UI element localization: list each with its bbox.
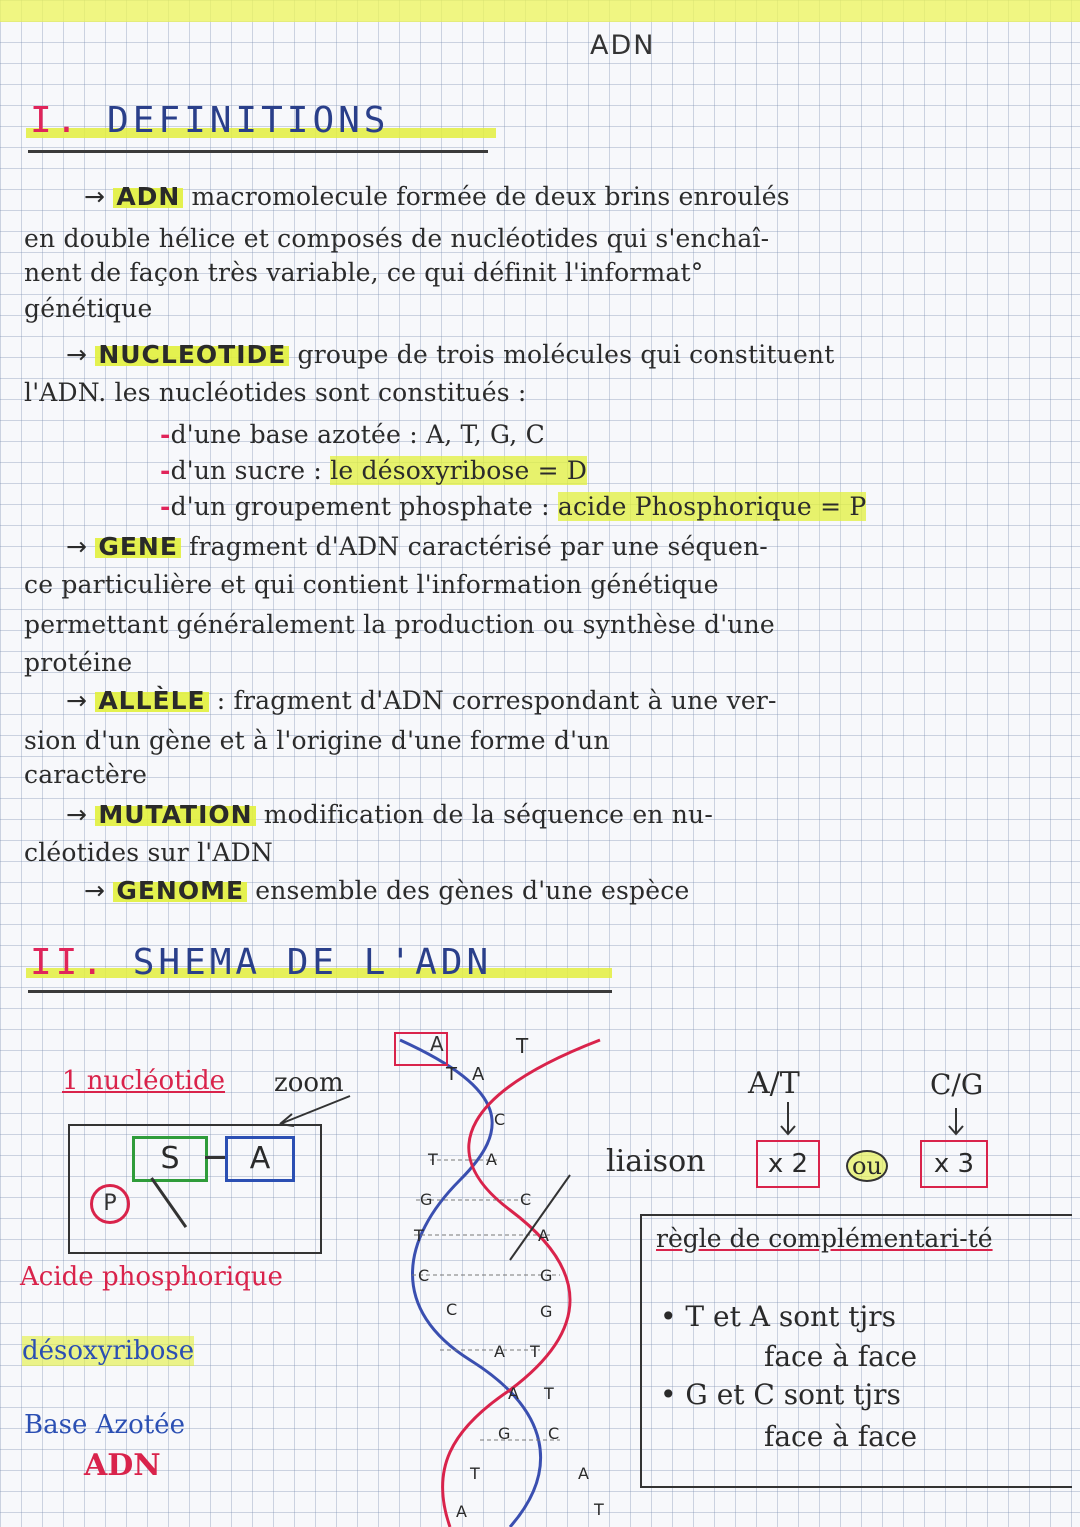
- nucleotide-text-1: groupe de trois molécules qui constituent: [297, 340, 835, 369]
- rule2b: face à face: [764, 1420, 918, 1453]
- rule1a-text: T et A sont tjrs: [685, 1300, 896, 1333]
- section1-title: DEFINITIONS: [107, 100, 390, 141]
- helix-letter-2: T: [446, 1064, 457, 1085]
- helix-letter-8: C: [520, 1190, 532, 1209]
- helix-letter-4: C: [494, 1110, 506, 1129]
- section1-roman: I.: [30, 100, 82, 141]
- helix-letter-10: A: [538, 1226, 549, 1245]
- def-adn-line3: nent de façon très variable, ce qui définit l'informat°: [24, 258, 704, 287]
- helix-letter-13: C: [446, 1300, 458, 1319]
- term-genome: GENOME: [113, 876, 247, 905]
- helix-letter-0: A: [430, 1032, 444, 1056]
- base-letter: A: [249, 1141, 271, 1176]
- item1-label: d'une base azotée :: [170, 420, 418, 449]
- helix-letter-7: G: [420, 1190, 433, 1209]
- def-gene-line4: protéine: [24, 648, 133, 677]
- term-nucleotide: NUCLEOTIDE: [95, 340, 289, 369]
- section1-underline: [28, 150, 488, 153]
- term-allele: ALLÈLE: [95, 686, 208, 715]
- ou-label: ou: [846, 1150, 888, 1182]
- legend-desoxy: désoxyribose: [22, 1336, 195, 1366]
- helix-letter-15: A: [494, 1342, 505, 1361]
- sugar-letter: S: [160, 1141, 180, 1176]
- helix-letter-16: T: [530, 1342, 540, 1361]
- helix-letter-5: T: [428, 1150, 438, 1169]
- helix-letter-9: T: [414, 1226, 424, 1245]
- helix-letter-18: T: [544, 1384, 554, 1403]
- pair-cg: C/G: [930, 1068, 984, 1101]
- legend-base2: ADN: [84, 1448, 161, 1483]
- arrow-down-icon-2: [946, 1106, 966, 1140]
- section2-heading: [30, 942, 492, 983]
- item2-value: le désoxyribose = D: [330, 456, 588, 485]
- def-allele-line2: sion d'un gène et à l'origine d'une forme d'un: [24, 726, 610, 755]
- helix-letter-6: A: [486, 1150, 497, 1169]
- def-genome-line1: → GENOME ensemble des gènes d'une espèce: [84, 876, 690, 905]
- def-nucleotide-line1: → NUCLEOTIDE groupe de trois molécules qui constituent: [66, 340, 835, 369]
- term-gene: GENE: [95, 532, 181, 561]
- helix-letter-14: G: [540, 1302, 553, 1321]
- section2-title: SHEMA DE L'ADN: [132, 942, 493, 983]
- item3-value: acide Phosphorique = P: [557, 492, 867, 521]
- helix-letter-11: C: [418, 1266, 430, 1285]
- page-title: ADN: [590, 30, 656, 61]
- helix-letter-22: A: [578, 1464, 589, 1483]
- rule1b: face à face: [764, 1340, 918, 1373]
- def-gene-line3: permettant généralement la production ou synthèse d'une: [24, 610, 775, 639]
- top-highlight: [0, 0, 1080, 22]
- helix-letter-17: A: [508, 1384, 519, 1403]
- rule2a-text: G et C sont tjrs: [685, 1378, 901, 1411]
- zoom-label: zoom: [274, 1068, 344, 1098]
- adn-text-1: macromolecule formée de deux brins enroulés: [191, 182, 790, 211]
- helix-letter-12: G: [540, 1266, 553, 1285]
- sugar-base-link: [205, 1156, 225, 1159]
- def-adn-line1: → ADN macromolecule formée de deux brins enroulés: [84, 182, 790, 211]
- item3-label: d'un groupement phosphate :: [170, 492, 550, 521]
- section1-heading: [30, 100, 389, 141]
- helix-strand-red: [443, 1040, 601, 1527]
- item1-value: A, T, G, C: [425, 420, 545, 449]
- def-gene-line2: ce particulière et qui contient l'information génétique: [24, 570, 719, 599]
- def-nucleotide-line2: l'ADN. les nucléotides sont constitués :: [24, 378, 527, 407]
- def-allele-line1: → ALLÈLE : fragment d'ADN correspondant à une ver-: [66, 686, 777, 715]
- def-adn-line2: en double hélice et composés de nucléotides qui s'enchaî-: [24, 224, 770, 253]
- section2-roman: II.: [30, 942, 108, 983]
- legend-acide: Acide phosphorique: [20, 1262, 283, 1292]
- helix-letter-21: T: [470, 1464, 480, 1483]
- helix-letter-1: T: [516, 1034, 529, 1058]
- def-nucleotide-item3: -d'un groupement phosphate : acide Phosphorique = P: [160, 492, 867, 521]
- item2-label: d'un sucre :: [170, 456, 323, 485]
- genome-text-1: ensemble des gènes d'une espèce: [255, 876, 690, 905]
- def-adn-line4: génétique: [24, 294, 153, 323]
- sugar-box: [132, 1136, 208, 1182]
- legend-base1: Base Azotée: [24, 1410, 185, 1440]
- def-mutation-line1: → MUTATION modification de la séquence en nu-: [66, 800, 714, 829]
- section2-underline: [28, 990, 612, 993]
- def-allele-line3: caractère: [24, 760, 148, 789]
- helix-letter-24: T: [594, 1500, 604, 1519]
- helix-letter-23: A: [456, 1502, 467, 1521]
- x2-box: x 2: [756, 1140, 820, 1188]
- pair-at: A/T: [748, 1066, 800, 1101]
- helix-letter-20: C: [548, 1424, 560, 1443]
- term-mutation: MUTATION: [95, 800, 255, 829]
- x3-box: x 3: [920, 1140, 988, 1188]
- liaison-label: liaison: [606, 1144, 706, 1179]
- rule-title: règle de complémentari-té: [656, 1224, 993, 1253]
- arrow-down-icon: [778, 1100, 798, 1140]
- term-adn: ADN: [113, 182, 183, 211]
- rule1a: • T et A sont tjrs: [660, 1300, 896, 1333]
- allele-text-1: : fragment d'ADN correspondant à une ver-: [216, 686, 777, 715]
- def-nucleotide-item2: -d'un sucre : le désoxyribose = D: [160, 456, 588, 485]
- rule2a: • G et C sont tjrs: [660, 1378, 901, 1411]
- def-mutation-line2: cléotides sur l'ADN: [24, 838, 273, 867]
- base-box: [225, 1136, 295, 1182]
- def-gene-line1: → GENE fragment d'ADN caractérisé par une séquen-: [66, 532, 768, 561]
- helix-letter-3: A: [472, 1064, 485, 1085]
- def-nucleotide-item1: -d'une base azotée : A, T, G, C: [160, 420, 545, 449]
- nucleotide-label: 1 nucléotide: [62, 1066, 226, 1096]
- phosphate-circle: P: [90, 1184, 130, 1224]
- helix-letter-19: G: [498, 1424, 511, 1443]
- mutation-text-1: modification de la séquence en nu-: [263, 800, 714, 829]
- gene-text-1: fragment d'ADN caractérisé par une séquen-: [189, 532, 768, 561]
